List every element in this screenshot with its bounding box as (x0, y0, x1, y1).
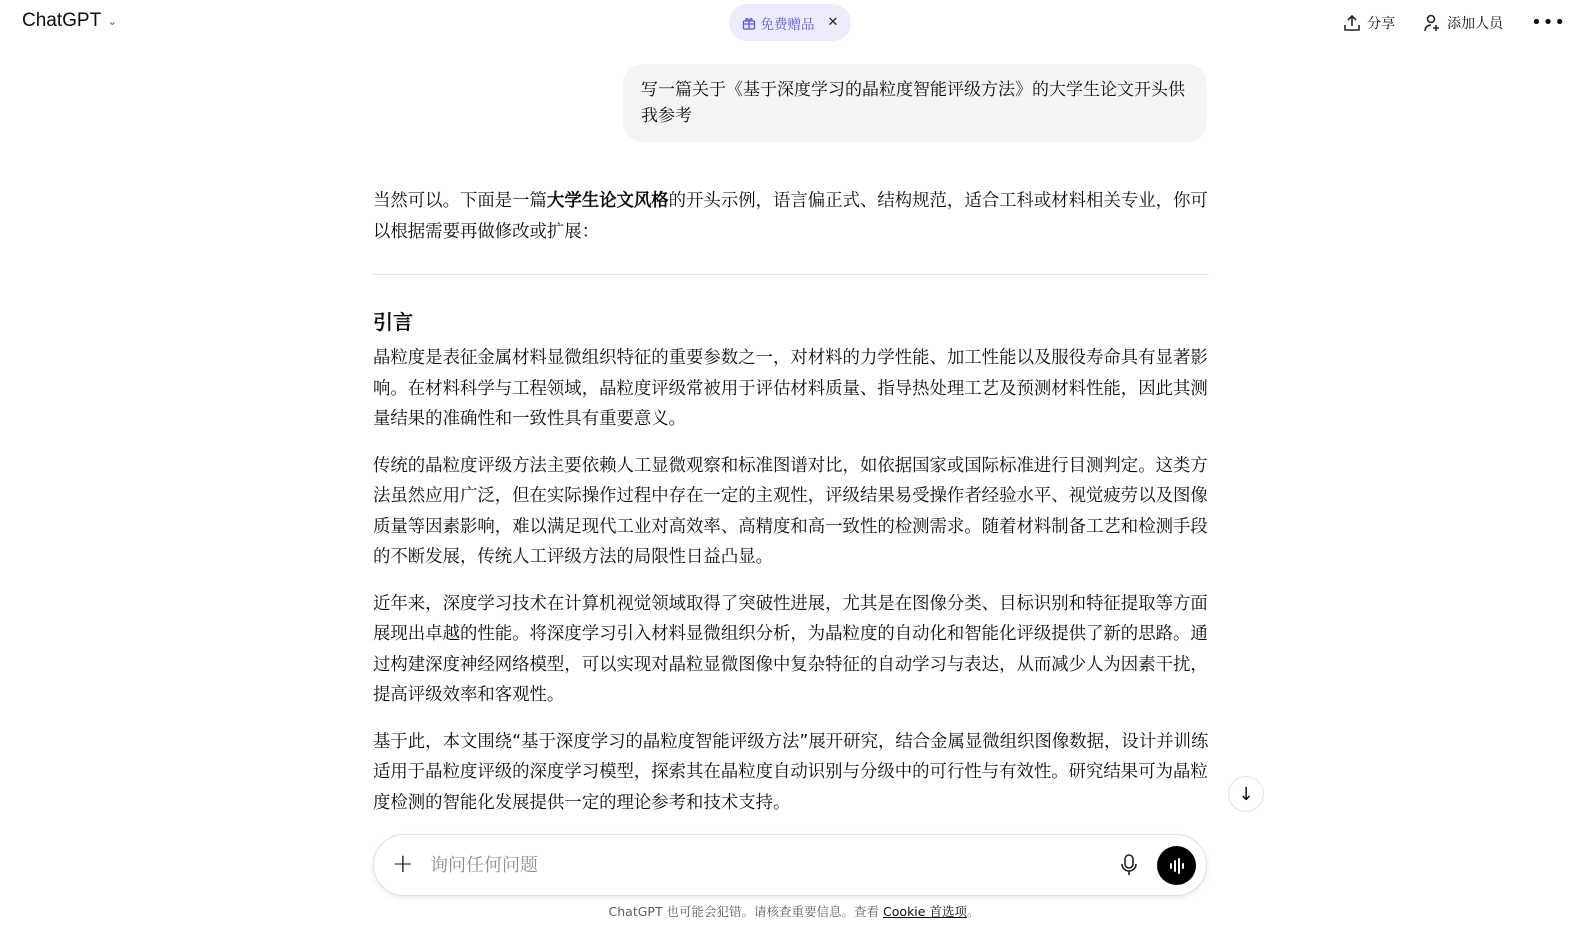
chevron-down-icon: ⌄ (107, 14, 118, 28)
promo-badge[interactable] (729, 4, 851, 41)
more-options-icon[interactable]: ••• (1531, 12, 1566, 33)
disclaimer (0, 902, 1588, 920)
arrow-down-icon: ↓ (1238, 783, 1254, 805)
app-title: ChatGPT (22, 10, 102, 31)
disclaimer-end: 。 (966, 904, 980, 919)
share-icon (1343, 14, 1361, 32)
user-message: 写一篇关于《基于深度学习的晶粒度智能评级方法》的大学生论文开头供我参考 (623, 64, 1207, 142)
intro-text: 当然可以。下面是一篇 (373, 191, 547, 211)
composer (373, 834, 1207, 896)
top-bar (0, 0, 1588, 46)
scroll-down-button[interactable] (1228, 776, 1264, 812)
model-selector[interactable] (22, 10, 117, 32)
voice-mode-button[interactable] (1157, 846, 1196, 885)
waveform-icon (1168, 858, 1186, 874)
section-heading: 引言 (373, 310, 413, 334)
promo-label: 免费赠品 (760, 16, 815, 33)
close-icon[interactable]: ✕ (827, 15, 839, 30)
assistant-reply (373, 186, 1209, 834)
cookie-preferences-link[interactable]: Cookie 首选项 (883, 904, 967, 919)
add-people-button[interactable] (1423, 13, 1503, 33)
share-label: 分享 (1367, 15, 1396, 32)
divider (373, 274, 1209, 275)
microphone-icon[interactable] (1120, 853, 1138, 877)
paragraph: 近年来，深度学习技术在计算机视觉领域取得了突破性进展，尤其是在图像分类、目标识别和特征提取等方面展现出卓越的性能。将深度学习引入材料显微组织分析，为晶粒度的自动化和智能化评级提供了新的思路。通过构建深度神经网络模型，可以实现对晶粒显微图像中复杂特征的自动学习与表达，从而减少人为因素干扰，提高评级效率和客观性。 (373, 593, 1208, 705)
paragraph: 晶粒度是表征金属材料显微组织特征的重要参数之一，对材料的力学性能、加工性能以及服役寿命具有显著影响。在材料科学与工程领域，晶粒度评级常被用于评估材料质量、指导热处理工艺及预测材料性能，因此其测量结果的准确性和一致性具有重要意义。 (373, 348, 1208, 429)
intro-text-end: 的开头示例，语言偏正式、结构规范，适合工科或材料相关专业，你可以根据需要再做修改或扩展： (373, 191, 1208, 242)
reply-intro (373, 186, 1209, 247)
paragraph: 基于此，本文围绕“基于深度学习的晶粒度智能评级方法”展开研究，结合金属显微组织图像数据，设计并训练适用于晶粒度评级的深度学习模型，探索其在晶粒度自动识别与分级中的可行性与有效性。研究结果可为晶粒度检测的智能化发展提供一定的理论参考和技术支持。 (373, 731, 1209, 813)
message-input[interactable] (430, 849, 1110, 881)
gift-icon (742, 16, 756, 30)
plus-icon[interactable]: + (392, 849, 414, 879)
add-user-icon (1423, 14, 1441, 32)
add-people-label: 添加人员 (1447, 15, 1504, 32)
disclaimer-text: ChatGPT 也可能会犯错。请核查重要信息。查看 (608, 904, 884, 919)
intro-bold: 大学生论文风格 (546, 191, 669, 211)
share-button[interactable] (1343, 13, 1395, 33)
paragraph: 传统的晶粒度评级方法主要依赖人工显微观察和标准图谱对比，如依据国家或国际标准进行目测判定。这类方法虽然应用广泛，但在实际操作过程中存在一定的主观性，评级结果易受操作者经验水平、视觉疲劳以及图像质量等因素影响，难以满足现代工业对高效率、高精度和高一致性的检测需求。随着材料制备工艺和检测手段的不断发展，传统人工评级方法的局限性日益凸显。 (373, 455, 1208, 567)
